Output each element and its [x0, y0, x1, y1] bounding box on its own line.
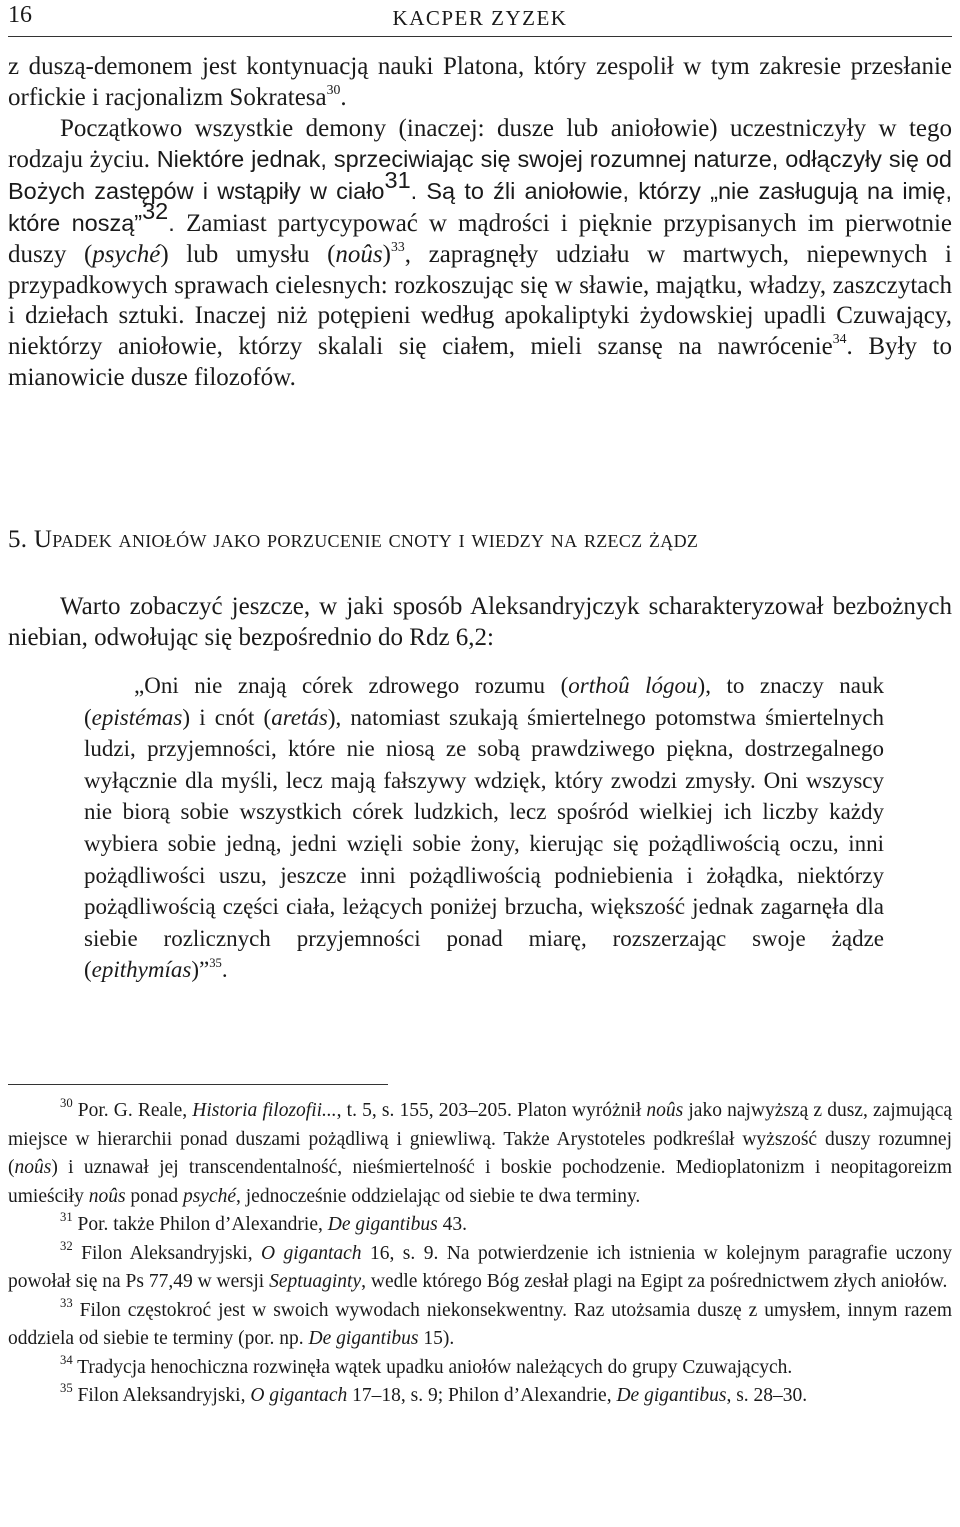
footnote-30: $^{30}$ Por. G. Reale, Historia filozofii..., t. 5, s. 155, 203–205. Platon wyróżnił noûs jako najwyższą z dusz, zajmującą miejsce w hierarchii ponad duszami pożądliwą i gniewliwą. Także Arystoteles podkreślał wyższość duszy rozumnej (noûs) i uznawał jej transcendentalność, nieśmiertelność i boskie pochodzenie. Medioplatonizm i neopitagoreizm umieściły noûs ponad psyché, jednocześnie oddzielając od siebie te dwa terminy. [8, 1096, 952, 1207]
footnote-31: $^{31}$ Por. także Philon d’Alexandrie, De gigantibus 43. [60, 1210, 467, 1235]
section-heading: 5. Upadek aniołów jako porzucenie cnoty i wiedzy na rzecz żądz [8, 526, 699, 553]
footnote-ref-34[interactable]: 34 [832, 331, 847, 347]
footnote-35: $^{35}$ Filon Aleksandryjski, O gigantach 17–18, s. 9; Philon d’Alexandrie, De gigantibus, s. 28–30. [60, 1381, 808, 1406]
paragraph-2: Początkowo wszystkie demony (inaczej: dusze lub aniołowie) uczestniczyły w tego rodzaju życiu. Niektóre jednak, sprzeciwiając się swojej rozumnej naturze, odłączyły się od Bożych zastępów i wstąpiły w ciało$^{31}$. Są to źli aniołowie, którzy „nie zasługują na imię, które noszą”$^{32}$. Zamiast partycypować w mądrości i pięknie przypisanych im pierwotnie duszy (psyché) lub umysłu (noûs)$^{33}$, zapragnęły udziału w martwych, niepewnych i przypadkowych sprawach cielesnych: rozkoszując się w sławie, majątku, władzy, zaszczytach i dziełach sztuki. Inaczej niż potępieni według apokaliptyki żydowskiej upadli Czuwający, niektórzy aniołowie, którzy skalali się ciałem, mieli szansę na nawrócenie$^{34}$. Były to mianowicie dusze filozofów. [8, 114, 952, 391]
footnote-ref-30[interactable]: 30 [326, 82, 341, 98]
footnotes [8, 1097, 952, 1411]
main-text [8, 52, 952, 394]
footnote-ref-31[interactable]: 31 [384, 166, 411, 193]
footnote-ref-35[interactable]: 35 [209, 956, 222, 971]
footnote-32: $^{32}$ Filon Aleksandryjski, O gigantach 16, s. 9. Na potwierdzenie ich istnienia w kolejnym paragrafie uczony powołał się na Ps 77,49 w wersji Septuaginty, wedle którego Bóg zesłał plagi na Egipt za pośrednictwem złych aniołów. [8, 1238, 952, 1292]
footnote-ref-32[interactable]: 32 [142, 198, 169, 225]
block-quote: „Oni nie znają córek zdrowego rozumu (orthoû lógou), to znaczy nauk (epistémas) i cnót (aretás), natomiast szukają śmiertelnego potomstwa śmiertelnych ludzi, przyjemności, które nie niosą ze sobą prawdziwego piękna, dostrzegalnego wyłącznie dla myśli, lecz mają fałszywy wdzięk, który zwodzi zmysły. Oni wszyscy nie biorą sobie wszystkich córek ludzkich, lecz spośród wielkiej ich liczby każdy wybiera sobie jedną, jedni wzięli sobie żony, kierując się pożądliwością oczu, inni pożądliwości uszu, jeszcze inni pożądliwością podniebienia i żołądka, niektórzy pożądliwością części ciała, leżących poniżej brzucha, większość jednak zagarnęła dla siebie rozlicznych przyjemności ponad miarę, rozszerzając swoje żądze (epithymías)”$^{35}$. [84, 673, 884, 983]
footnote-divider [8, 1084, 388, 1085]
paragraph-1: z duszą-demonem jest kontynuacją nauki Platona, który zespolił w tym zakresie przesłanie orfickie i racjonalizm Sokratesa$^{30}$. [8, 53, 952, 111]
paragraph-3: Warto zobaczyć jeszcze, w jaki sposób Aleksandryjczyk scharakteryzował bezbożnych niebian, odwołując się bezpośrednio do Rdz 6,2: [8, 593, 952, 651]
intro-text [8, 592, 952, 654]
footnote-34: $^{34}$ Tradycja henochiczna rozwinęła wątek upadku aniołów należących do grupy Czuwających. [60, 1352, 793, 1378]
footnote-ref-33[interactable]: 33 [390, 239, 405, 255]
running-title: KACPER ZYZEK [392, 6, 568, 30]
page-number: 16 [8, 2, 32, 28]
footnote-33: $^{33}$ Filon częstokroć jest w swoich wywodach niekonsekwentny. Raz utożsamia duszę z umysłem, innym razem oddziela od siebie te terminy (por. np. De gigantibus 15). [8, 1295, 952, 1349]
page-header [8, 0, 952, 37]
